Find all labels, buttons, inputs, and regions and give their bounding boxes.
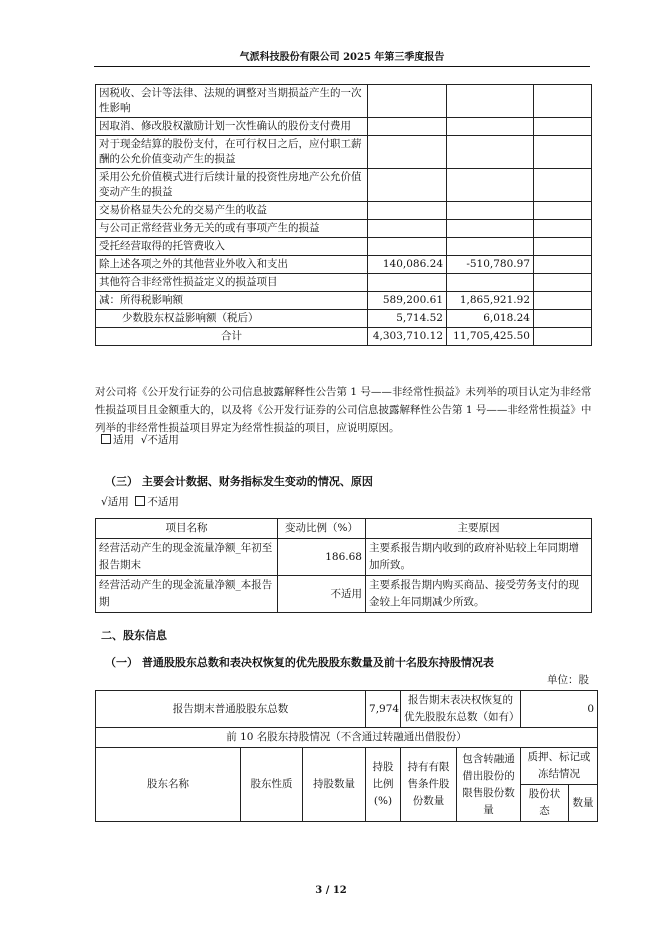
table-row (96, 118, 592, 136)
current-period-cell (368, 220, 447, 238)
note-cell (534, 118, 592, 136)
item-cell: 其他符合非经常性损益定义的损益项目 (96, 274, 368, 292)
ratio-cell: 186.68 (278, 539, 366, 576)
note-cell (534, 310, 592, 328)
table-row (96, 539, 592, 576)
current-period-cell: 4,303,710.12 (368, 328, 447, 346)
section3-title: （三） 主要会计数据、财务指标发生变动的情况、原因 (105, 475, 373, 488)
table-row (96, 169, 592, 202)
shareholders-subtitle: （一） 普通股股东总数和表决权恢复的优先股股东数量及前十名股东持股情况表 (105, 656, 494, 669)
note-cell (534, 274, 592, 292)
table-row (96, 576, 592, 613)
header-cell: 包含转融通借出股份的限售股份数量 (457, 748, 521, 822)
header-cell: 持有有限售条件股份数量 (401, 748, 457, 822)
ytd-cell: 1,865,921.92 (447, 292, 534, 310)
table-row (96, 310, 592, 328)
ytd-cell (447, 202, 534, 220)
current-period-cell (368, 274, 447, 292)
item-cell: 交易价格显失公允的交易产生的收益 (96, 202, 368, 220)
note-cell (534, 328, 592, 346)
check-not-applicable: √不适用 (140, 434, 179, 446)
current-period-cell (368, 118, 447, 136)
table-row (96, 728, 598, 748)
nonrecurring-table (95, 84, 592, 346)
ytd-cell: -510,780.97 (447, 256, 534, 274)
total-label-cell: 报告期末普通股股东总数 (96, 691, 366, 728)
total-value-cell: 7,974 (366, 691, 401, 728)
ytd-cell (447, 118, 534, 136)
item-cell: 除上述各项之外的其他营业外收入和支出 (96, 256, 368, 274)
header-cell: 数量 (569, 785, 598, 822)
preferred-value-cell: 0 (521, 691, 598, 728)
reason-cell: 主要系报告期内收到的政府补贴较上年同期增加所致。 (366, 539, 592, 576)
check-applicable: √适用 (101, 496, 129, 508)
ytd-cell (447, 274, 534, 292)
table-header-row (96, 519, 592, 539)
current-period-cell: 589,200.61 (368, 292, 447, 310)
page-header: 气派科技股份有限公司 2025 年第三季度报告 (94, 48, 590, 67)
reason-cell: 主要系报告期内购买商品、接受劳务支付的现金较上年同期减少所致。 (366, 576, 592, 613)
header-cell: 持股数量 (303, 748, 366, 822)
item-cell: 因取消、修改股权激励计划一次性确认的股份支付费用 (96, 118, 368, 136)
note-cell (534, 256, 592, 274)
header-cell: 项目名称 (96, 519, 278, 539)
note-paragraph: 对公司将《公开发行证券的公司信息披露解释性公告第 1 号——非经常性损益》未列举的项目认定为非经常性损益项目且金额重大的，以及将《公开发行证券的公司信息披露解释性公告第 1 号——非经常性损益》中列举的非经常性损益项目界定为经常性损益的项目，应说明原因。 (95, 386, 592, 434)
note-cell (534, 202, 592, 220)
current-period-cell (368, 85, 447, 118)
item-cell: 采用公允价值模式进行后续计量的投资性房地产公允价值变动产生的损益 (96, 169, 368, 202)
ytd-cell (447, 136, 534, 169)
note-cell (534, 169, 592, 202)
item-name-cell: 经营活动产生的现金流量净额_年初至报告期末 (96, 539, 278, 576)
unit-label: 单位：股 (547, 674, 589, 686)
ytd-cell (447, 85, 534, 118)
table-row (96, 328, 592, 346)
checkbox-icon (101, 434, 111, 444)
header-cell: 变动比例（%） (278, 519, 366, 539)
table-row (96, 274, 592, 292)
table-row (96, 292, 592, 310)
ytd-cell: 11,705,425.50 (447, 328, 534, 346)
ytd-cell (447, 169, 534, 202)
item-cell: 对于现金结算的股份支付，在可行权日之后，应付职工薪酬的公允价值变动产生的损益 (96, 136, 368, 169)
check-not-applicable: 不适用 (147, 496, 179, 508)
item-cell: 减：所得税影响额 (96, 292, 368, 310)
current-period-cell: 140,086.24 (368, 256, 447, 274)
note-cell (534, 136, 592, 169)
section3-checks (101, 494, 179, 509)
ytd-cell: 6,018.24 (447, 310, 534, 328)
top10-caption-cell: 前 10 名股东持股情况（不含通过转融通出借股份） (96, 728, 598, 748)
ratio-cell: 不适用 (278, 576, 366, 613)
current-period-cell (368, 238, 447, 256)
page-number: 3 / 12 (315, 885, 347, 896)
ytd-cell (447, 220, 534, 238)
table-row (96, 202, 592, 220)
header-cell: 质押、标记或冻结情况 (521, 748, 598, 785)
header-cell: 股东名称 (96, 748, 241, 822)
table-row (96, 691, 598, 728)
current-period-cell: 5,714.52 (368, 310, 447, 328)
table-row (96, 85, 592, 118)
header-cell: 股份状态 (521, 785, 569, 822)
checkbox-icon (135, 496, 145, 506)
table-row (96, 256, 592, 274)
shareholders-title: 二、股东信息 (101, 629, 167, 642)
item-cell: 受托经营取得的托管费收入 (96, 238, 368, 256)
check-applicable: 适用 (113, 434, 134, 446)
current-period-cell (368, 136, 447, 169)
item-cell: 与公司正常经营业务无关的或有事项产生的损益 (96, 220, 368, 238)
shareholders-table (95, 690, 598, 822)
header-cell: 主要原因 (366, 519, 592, 539)
item-name-cell: 经营活动产生的现金流量净额_本报告期 (96, 576, 278, 613)
table-row (96, 220, 592, 238)
note-cell (534, 220, 592, 238)
item-cell: 少数股东权益影响额（税后） (96, 310, 368, 328)
header-cell: 持股比例(%) (366, 748, 401, 822)
header-cell: 股东性质 (241, 748, 303, 822)
current-period-cell (368, 202, 447, 220)
note-cell (534, 292, 592, 310)
note-checks (101, 432, 179, 447)
note-cell (534, 85, 592, 118)
item-cell: 因税收、会计等法律、法规的调整对当期损益产生的一次性影响 (96, 85, 368, 118)
change-reasons-table (95, 518, 592, 613)
table-row (96, 238, 592, 256)
preferred-label-cell: 报告期末表决权恢复的优先股股东总数（如有） (401, 691, 521, 728)
current-period-cell (368, 169, 447, 202)
table-row (96, 136, 592, 169)
note-cell (534, 238, 592, 256)
item-cell: 合计 (96, 328, 368, 346)
ytd-cell (447, 238, 534, 256)
table-header-row (96, 748, 598, 785)
